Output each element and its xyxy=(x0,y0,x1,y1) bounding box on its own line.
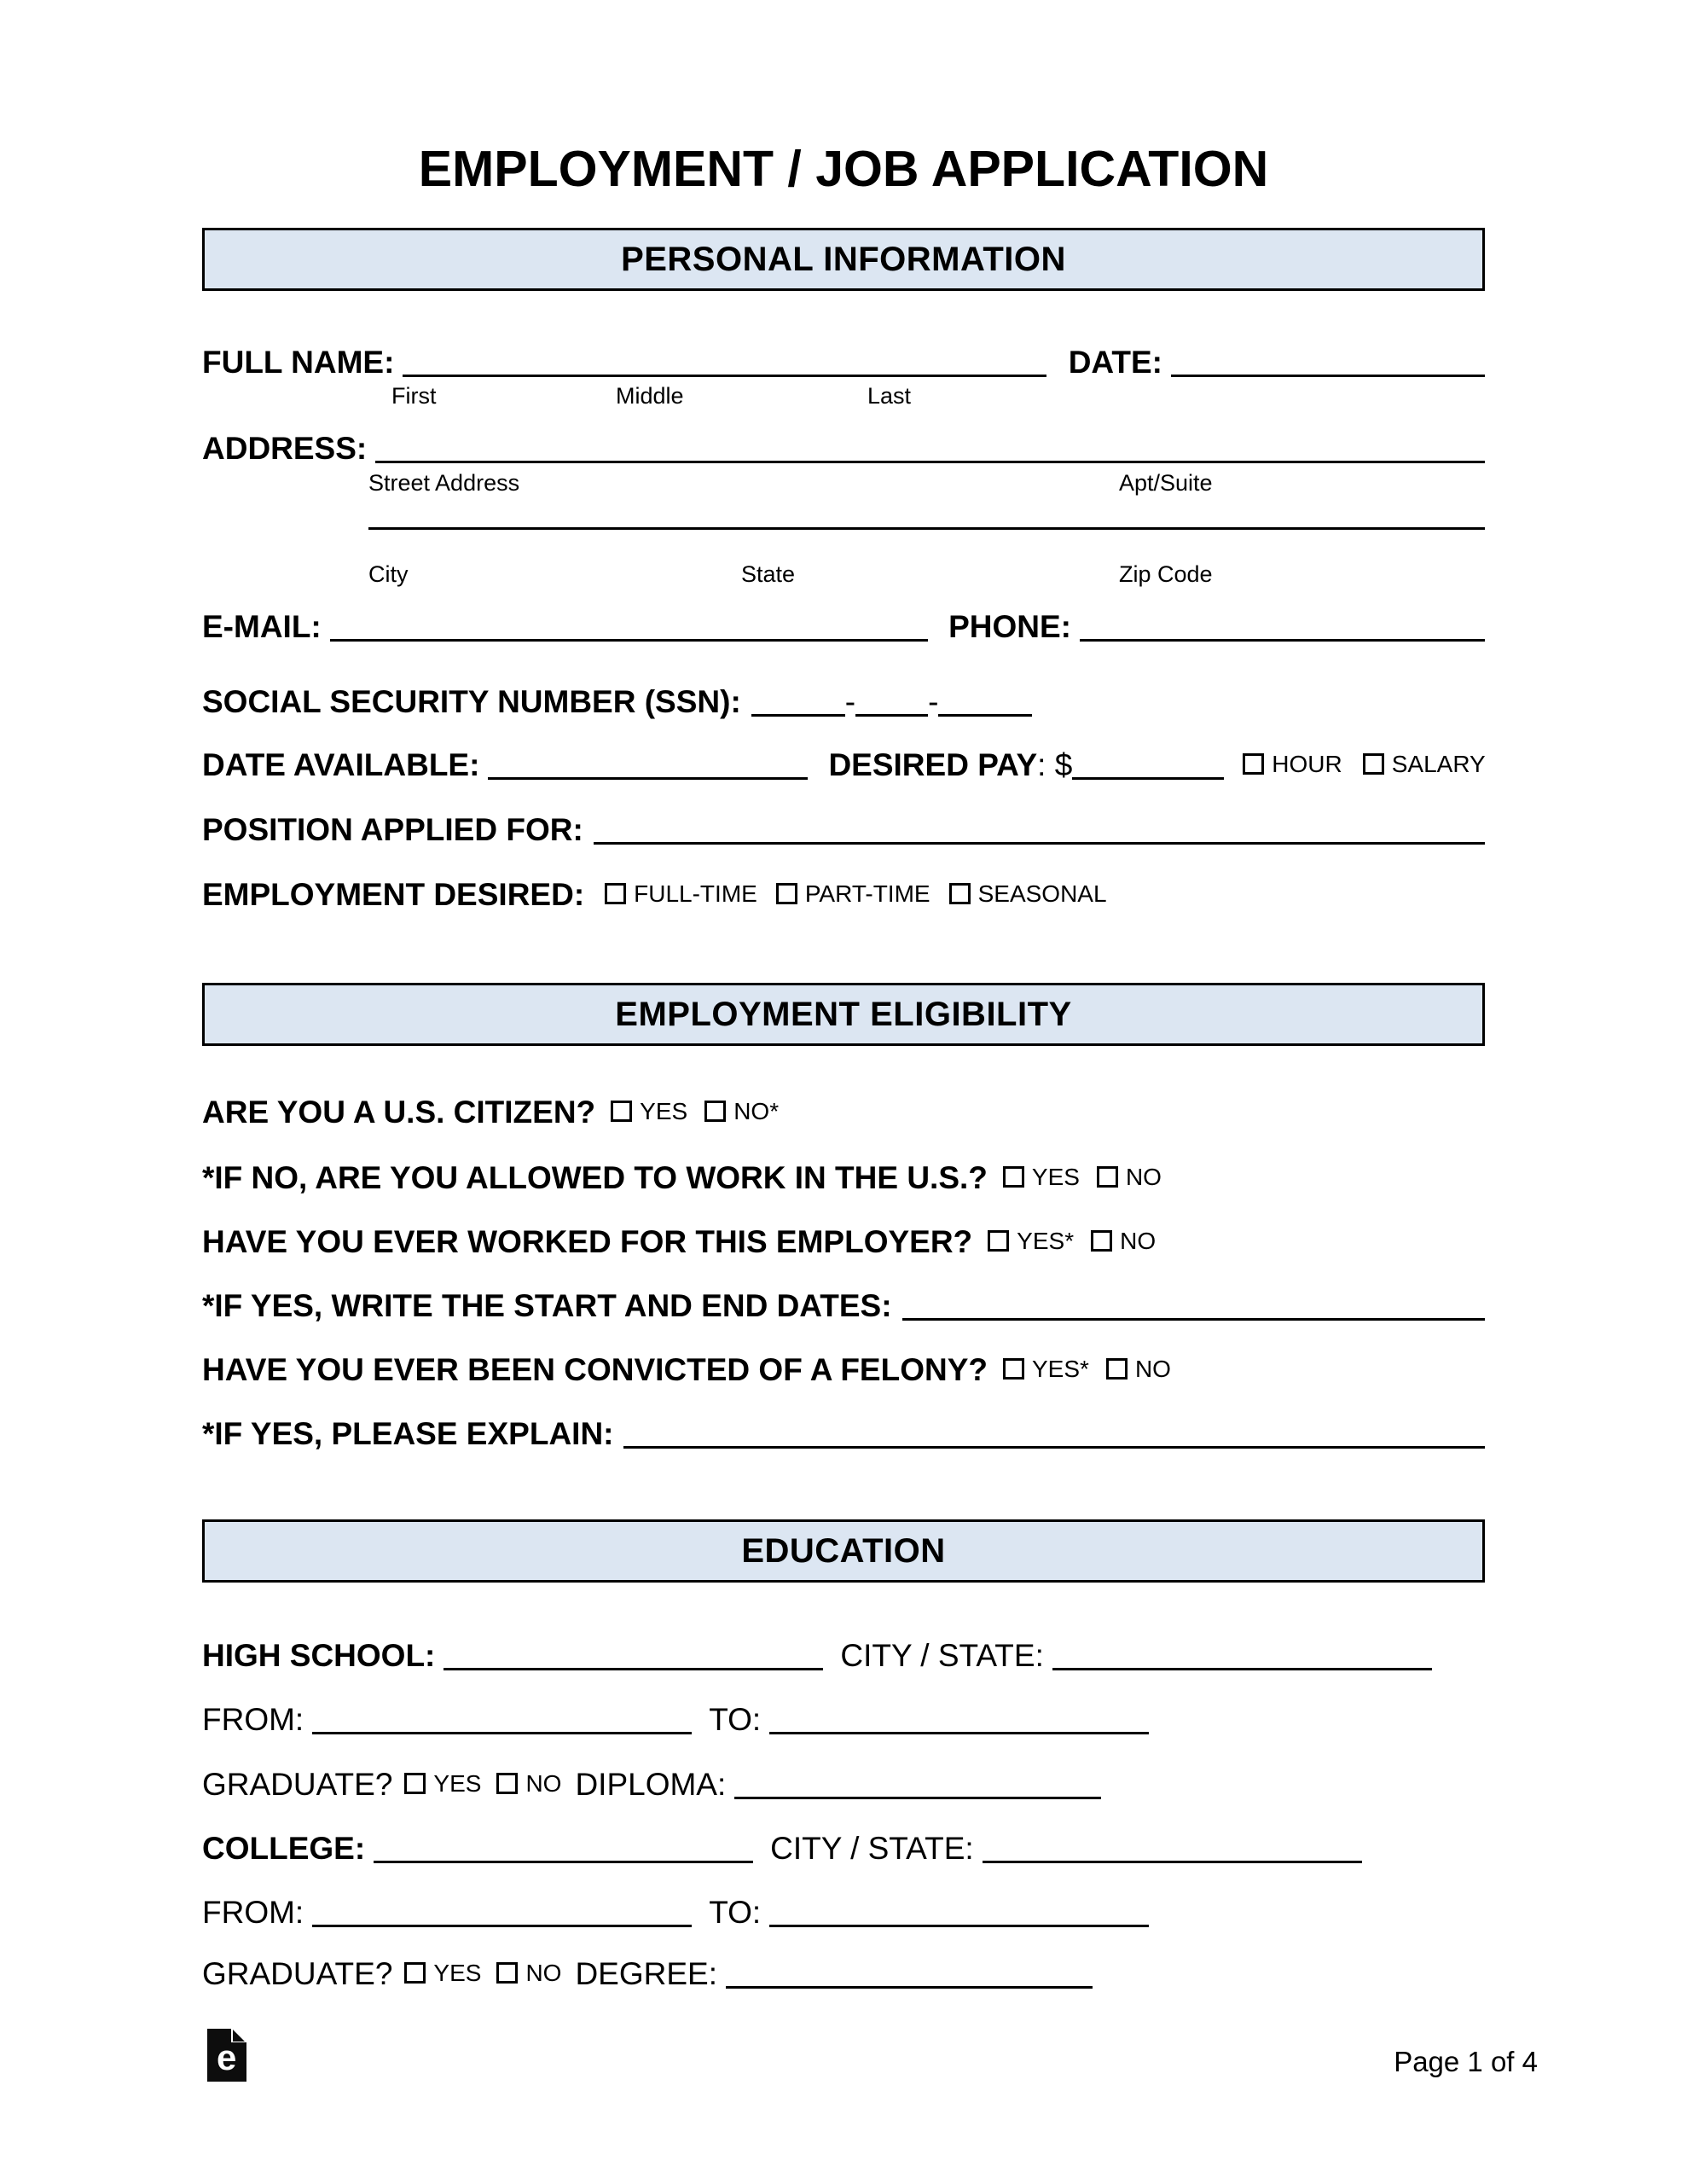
college-name-input[interactable] xyxy=(374,1861,753,1863)
college-graduate-yes-option xyxy=(404,1959,481,1988)
college-city-state-label: CITY / STATE: xyxy=(770,1831,974,1866)
hs-graduate-no-label: NO xyxy=(525,1769,562,1797)
ssn-part3-input[interactable] xyxy=(938,714,1032,717)
page-title: EMPLOYMENT / JOB APPLICATION xyxy=(418,141,1269,197)
start-end-dates-row xyxy=(202,1287,1485,1325)
hs-graduate-yes-label: YES xyxy=(433,1769,482,1797)
hs-graduate-yes-option xyxy=(404,1769,481,1798)
hs-city-state-label: CITY / STATE: xyxy=(840,1638,1044,1673)
college-to-input[interactable] xyxy=(769,1925,1149,1927)
phone-input[interactable] xyxy=(1080,639,1485,642)
citizen-yes-label: YES xyxy=(640,1097,688,1124)
date-input[interactable] xyxy=(1171,375,1485,377)
parttime-checkbox[interactable] xyxy=(776,883,797,904)
college-graduate-no-checkbox[interactable] xyxy=(496,1962,518,1984)
felony-no-option xyxy=(1106,1355,1171,1384)
worked-no-label: NO xyxy=(1120,1227,1157,1254)
hs-to-label: TO: xyxy=(709,1702,762,1737)
first-sublabel: First xyxy=(391,383,437,409)
phone-label: PHONE: xyxy=(948,609,1071,644)
address-line2-row xyxy=(202,527,1485,534)
citizen-yes-checkbox[interactable] xyxy=(611,1101,632,1122)
college-degree-label: DEGREE: xyxy=(575,1956,717,1991)
full-name-row xyxy=(202,344,1485,381)
eforms-logo-icon xyxy=(207,2029,246,2086)
date-available-pay-row xyxy=(202,746,1485,784)
college-row xyxy=(202,1830,1485,1867)
employment-desired-row xyxy=(202,876,1485,914)
section-header-label: EDUCATION xyxy=(741,1531,946,1570)
college-graduate-yes-label: YES xyxy=(433,1959,482,1986)
address-label: ADDRESS: xyxy=(202,431,368,466)
ssn-label: SOCIAL SECURITY NUMBER (SSN): xyxy=(202,684,741,719)
worked-question-label: HAVE YOU EVER WORKED FOR THIS EMPLOYER? xyxy=(202,1224,973,1259)
felony-no-checkbox[interactable] xyxy=(1106,1358,1128,1380)
felony-question-row xyxy=(202,1351,1485,1389)
explain-label: *IF YES, PLEASE EXPLAIN: xyxy=(202,1416,614,1451)
hs-graduate-row xyxy=(202,1766,1485,1804)
felony-yes-label: YES* xyxy=(1032,1355,1089,1382)
college-graduate-yes-checkbox[interactable] xyxy=(404,1962,426,1984)
desired-pay-separator: : $ xyxy=(1037,747,1073,782)
address-sublabels-1 xyxy=(202,469,1485,498)
hs-graduate-no-checkbox[interactable] xyxy=(496,1773,518,1794)
city-state-zip-input[interactable] xyxy=(368,527,1485,530)
desired-pay-label: DESIRED PAY xyxy=(828,747,1038,782)
college-from-to-row xyxy=(202,1894,1485,1931)
worked-no-option xyxy=(1091,1227,1156,1256)
full-name-input[interactable] xyxy=(403,375,1046,377)
section-header-employment-eligibility xyxy=(202,983,1485,1046)
street-address-input[interactable] xyxy=(375,461,1485,463)
city-sublabel: City xyxy=(368,561,409,587)
position-input[interactable] xyxy=(594,842,1485,845)
name-sublabels xyxy=(202,382,1485,411)
ssn-part1-input[interactable] xyxy=(751,714,845,717)
high-school-name-input[interactable] xyxy=(443,1668,823,1670)
employment-desired-label: EMPLOYMENT DESIRED: xyxy=(202,877,585,912)
hs-from-label: FROM: xyxy=(202,1702,304,1737)
date-available-input[interactable] xyxy=(488,777,808,780)
worked-yes-label: YES* xyxy=(1017,1227,1075,1254)
worked-yes-option xyxy=(988,1227,1074,1256)
college-graduate-row xyxy=(202,1955,1485,1993)
fulltime-option-label: FULL-TIME xyxy=(634,880,757,907)
allowed-no-label: NO xyxy=(1125,1163,1162,1190)
allowed-yes-option xyxy=(1003,1163,1080,1192)
apt-sublabel: Apt/Suite xyxy=(1119,470,1213,496)
college-to-label: TO: xyxy=(709,1895,762,1930)
hs-diploma-input[interactable] xyxy=(734,1797,1101,1799)
college-degree-input[interactable] xyxy=(726,1986,1093,1989)
address-sublabels-2 xyxy=(202,561,1485,590)
start-end-dates-label: *IF YES, WRITE THE START AND END DATES: xyxy=(202,1288,892,1323)
section-header-personal-information xyxy=(202,228,1485,291)
date-label: DATE: xyxy=(1068,345,1162,380)
worked-no-checkbox[interactable] xyxy=(1091,1230,1112,1252)
hour-checkbox[interactable] xyxy=(1243,753,1264,775)
parttime-option-label: PART-TIME xyxy=(804,880,930,907)
email-label: E-MAIL: xyxy=(202,609,322,644)
parttime-option xyxy=(776,880,930,909)
allowed-no-checkbox[interactable] xyxy=(1097,1166,1118,1188)
hs-to-input[interactable] xyxy=(769,1732,1149,1734)
citizen-no-option xyxy=(704,1097,779,1126)
explain-input[interactable] xyxy=(623,1446,1485,1449)
hs-city-state-input[interactable] xyxy=(1052,1668,1432,1670)
hs-graduate-yes-checkbox[interactable] xyxy=(404,1773,426,1794)
hour-option-label: HOUR xyxy=(1272,750,1342,777)
start-end-dates-input[interactable] xyxy=(902,1318,1485,1321)
worked-question-row xyxy=(202,1223,1485,1261)
citizen-no-checkbox[interactable] xyxy=(704,1101,726,1122)
position-row xyxy=(202,811,1485,849)
college-from-input[interactable] xyxy=(312,1925,692,1927)
last-sublabel: Last xyxy=(867,383,912,409)
allowed-question-label: *IF NO, ARE YOU ALLOWED TO WORK IN THE U.S.? xyxy=(202,1160,988,1195)
college-graduate-label: GRADUATE? xyxy=(202,1956,393,1991)
citizen-question-label: ARE YOU A U.S. CITIZEN? xyxy=(202,1095,596,1130)
section-header-label: EMPLOYMENT ELIGIBILITY xyxy=(615,995,1072,1033)
position-label: POSITION APPLIED FOR: xyxy=(202,812,583,847)
eforms-logo-letter: e xyxy=(217,2037,237,2077)
email-input[interactable] xyxy=(330,639,928,642)
college-label: COLLEGE: xyxy=(202,1831,366,1866)
salary-checkbox[interactable] xyxy=(1363,753,1384,775)
fulltime-checkbox[interactable] xyxy=(605,883,626,904)
felony-yes-option xyxy=(1003,1355,1089,1384)
address-row xyxy=(202,430,1485,468)
college-from-label: FROM: xyxy=(202,1895,304,1930)
high-school-label: HIGH SCHOOL: xyxy=(202,1638,436,1673)
street-sublabel: Street Address xyxy=(368,470,520,496)
section-header-label: PERSONAL INFORMATION xyxy=(621,240,1066,278)
page-number-label: Page 1 of 4 xyxy=(1394,2046,1538,2077)
felony-yes-checkbox[interactable] xyxy=(1003,1358,1024,1380)
citizen-question-row xyxy=(202,1094,1485,1131)
college-graduate-no-label: NO xyxy=(525,1959,562,1986)
college-city-state-input[interactable] xyxy=(983,1861,1362,1863)
salary-option xyxy=(1363,750,1486,779)
seasonal-option xyxy=(949,880,1107,909)
seasonal-option-label: SEASONAL xyxy=(977,880,1107,907)
citizen-yes-option xyxy=(611,1097,687,1126)
ssn-dash-2: - xyxy=(928,684,939,719)
hs-from-input[interactable] xyxy=(312,1732,692,1734)
salary-option-label: SALARY xyxy=(1391,750,1486,777)
hs-graduate-label: GRADUATE? xyxy=(202,1767,393,1802)
date-available-label: DATE AVAILABLE: xyxy=(202,747,480,782)
state-sublabel: State xyxy=(741,561,796,587)
hs-from-to-row xyxy=(202,1701,1485,1739)
college-graduate-no-option xyxy=(496,1959,561,1988)
desired-pay-input[interactable] xyxy=(1072,777,1224,780)
allowed-yes-label: YES xyxy=(1031,1163,1080,1190)
zip-sublabel: Zip Code xyxy=(1119,561,1213,587)
allowed-yes-checkbox[interactable] xyxy=(1003,1166,1024,1188)
allowed-question-row xyxy=(202,1159,1485,1197)
seasonal-checkbox[interactable] xyxy=(949,883,971,904)
felony-no-label: NO xyxy=(1134,1355,1171,1382)
allowed-no-option xyxy=(1097,1163,1162,1192)
ssn-row xyxy=(202,683,1485,721)
middle-sublabel: Middle xyxy=(616,383,684,409)
worked-yes-checkbox[interactable] xyxy=(988,1230,1009,1252)
hour-option xyxy=(1243,750,1342,779)
felony-question-label: HAVE YOU EVER BEEN CONVICTED OF A FELONY? xyxy=(202,1352,988,1387)
high-school-row xyxy=(202,1637,1485,1675)
citizen-no-label: NO* xyxy=(733,1097,780,1124)
email-phone-row xyxy=(202,608,1485,646)
hs-diploma-label: DIPLOMA: xyxy=(575,1767,727,1802)
ssn-part2-input[interactable] xyxy=(855,714,928,717)
explain-row xyxy=(202,1415,1485,1453)
fulltime-option xyxy=(605,880,757,909)
full-name-label: FULL NAME: xyxy=(202,345,395,380)
ssn-dash-1: - xyxy=(844,684,856,719)
section-header-education xyxy=(202,1519,1485,1583)
hs-graduate-no-option xyxy=(496,1769,561,1798)
